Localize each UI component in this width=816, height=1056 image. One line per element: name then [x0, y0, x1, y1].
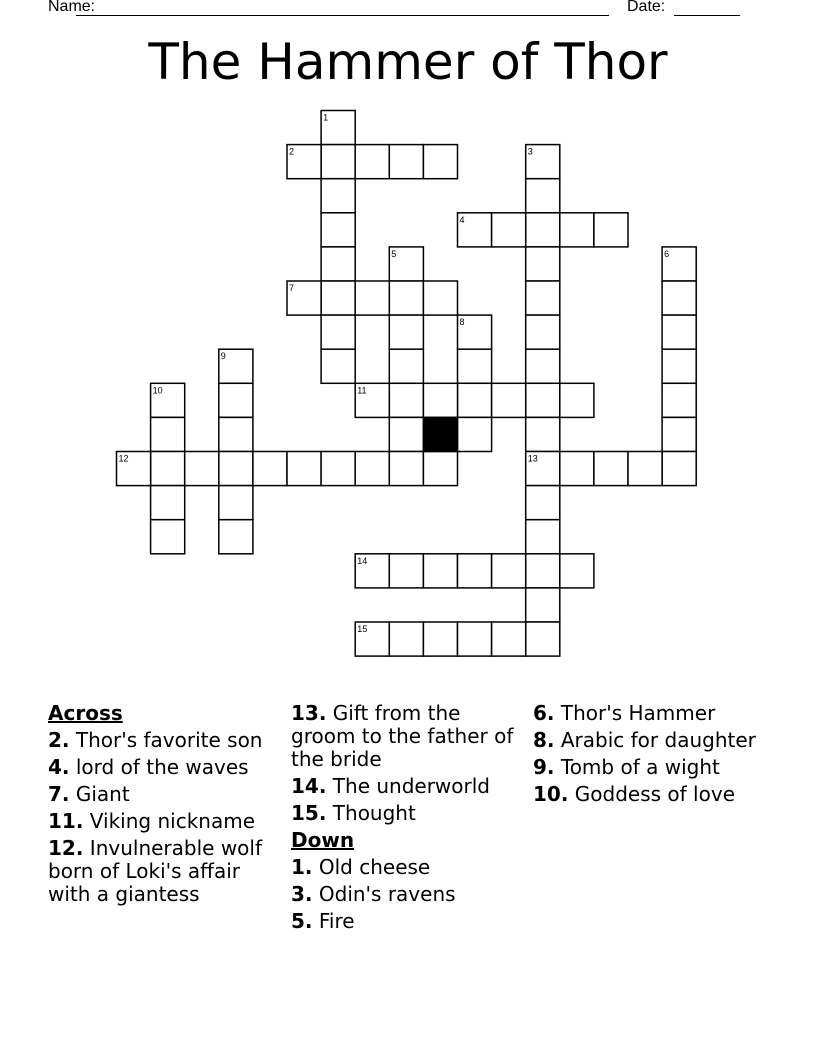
date-label: Date:	[627, 0, 666, 15]
clue-number: 12.	[48, 836, 84, 860]
clue-across-15	[291, 802, 526, 825]
clue-down-6	[533, 702, 773, 725]
grid-cell[interactable]	[526, 383, 560, 417]
grid-cell[interactable]	[389, 145, 423, 179]
cell-number: 5	[391, 248, 397, 259]
clue-text: Giant	[75, 782, 130, 806]
grid-cell[interactable]	[458, 383, 492, 417]
cell-number: 13	[527, 453, 538, 464]
clues-column-2	[291, 702, 526, 937]
grid-cell[interactable]	[355, 452, 389, 486]
grid-cell[interactable]	[458, 349, 492, 383]
grid-cell[interactable]	[526, 520, 560, 554]
clue-number: 3.	[291, 882, 313, 906]
grid-cell[interactable]	[151, 452, 185, 486]
grid-cell[interactable]	[492, 554, 526, 588]
grid-cell[interactable]	[458, 417, 492, 451]
clue-number: 14.	[291, 774, 327, 798]
grid-cell[interactable]	[389, 622, 423, 656]
clue-text: Odin's ravens	[318, 882, 456, 906]
grid-cell[interactable]	[423, 554, 457, 588]
grid-cell[interactable]	[219, 452, 253, 486]
clue-across-14	[291, 775, 526, 798]
down-heading: Down	[291, 828, 355, 852]
clue-down-9	[533, 756, 773, 779]
grid-cell[interactable]	[253, 452, 287, 486]
clue-text: lord of the waves	[75, 755, 249, 779]
clue-number: 11.	[48, 809, 84, 833]
cell-number: 6	[664, 248, 670, 259]
grid-cell[interactable]	[662, 349, 696, 383]
grid-cell[interactable]	[526, 179, 560, 213]
clue-number: 2.	[48, 728, 70, 752]
grid-cell[interactable]	[594, 452, 628, 486]
cell-number: 11	[357, 385, 367, 396]
grid-cell[interactable]	[526, 622, 560, 656]
grid-cell[interactable]	[321, 213, 355, 247]
grid-cell[interactable]	[423, 452, 457, 486]
clue-across-4	[48, 756, 283, 779]
grid-cell[interactable]	[389, 452, 423, 486]
clue-across-7	[48, 783, 283, 806]
grid-cell[interactable]	[185, 452, 219, 486]
grid-cell[interactable]	[492, 383, 526, 417]
cell-number: 12	[118, 453, 129, 464]
cell-number: 3	[527, 146, 533, 157]
grid-cell[interactable]	[321, 247, 355, 281]
grid-cell[interactable]	[526, 486, 560, 520]
clue-text: Invulnerable wolf born of Loki's affair with a giantess	[48, 836, 263, 906]
grid-cell[interactable]	[526, 588, 560, 622]
grid-cell[interactable]	[526, 213, 560, 247]
clues-column-3	[533, 702, 773, 810]
grid-cell[interactable]	[287, 452, 321, 486]
grid-cell[interactable]	[423, 383, 457, 417]
clue-down-1	[291, 856, 526, 879]
grid-cell[interactable]	[492, 622, 526, 656]
clue-text: The underworld	[332, 774, 490, 798]
grid-cell[interactable]	[321, 315, 355, 349]
clue-text: Gift from the groom to the father of the bride	[291, 701, 514, 771]
cell-number: 1	[323, 112, 329, 123]
clue-number: 9.	[533, 755, 555, 779]
grid-cell[interactable]	[219, 383, 253, 417]
grid-cell[interactable]	[423, 622, 457, 656]
cell-number: 7	[289, 283, 295, 293]
clue-number: 6.	[533, 701, 555, 725]
clue-text: Arabic for daughter	[560, 728, 756, 752]
cell-number: 15	[357, 624, 368, 634]
grid-cell[interactable]	[526, 315, 560, 349]
grid-cell[interactable]	[151, 520, 185, 554]
clue-text: Tomb of a wight	[560, 755, 720, 779]
grid-cell[interactable]	[662, 452, 696, 486]
clue-number: 15.	[291, 801, 327, 825]
grid-cell[interactable]	[526, 247, 560, 281]
grid-cell[interactable]	[321, 349, 355, 383]
clue-text: Viking nickname	[89, 809, 255, 833]
grid-cell[interactable]	[526, 349, 560, 383]
clue-text: Old cheese	[318, 855, 431, 879]
clue-number: 1.	[291, 855, 313, 879]
grid-cell[interactable]	[458, 622, 492, 656]
grid-cell[interactable]	[526, 554, 560, 588]
page-title: The Hammer of Thor	[148, 33, 668, 91]
grid-cell[interactable]	[628, 452, 662, 486]
grid-cell[interactable]	[355, 281, 389, 315]
grid-cell[interactable]	[389, 315, 423, 349]
grid-cell[interactable]	[151, 486, 185, 520]
grid-cell[interactable]	[423, 281, 457, 315]
grid-cell[interactable]	[151, 417, 185, 451]
clue-text: Thought	[332, 801, 416, 825]
cell-number: 8	[459, 317, 465, 328]
grid-cell[interactable]	[423, 145, 457, 179]
grid-cell[interactable]	[492, 213, 526, 247]
black-cell	[423, 417, 457, 451]
grid-cell[interactable]	[662, 281, 696, 315]
clue-across-12	[48, 837, 283, 906]
grid-cell[interactable]	[219, 486, 253, 520]
clue-down-8	[533, 729, 773, 752]
clue-down-3	[291, 883, 526, 906]
cell-number: 9	[220, 351, 226, 362]
clue-across-2	[48, 729, 283, 752]
grid-cell[interactable]	[219, 417, 253, 451]
clues-column-1	[48, 702, 283, 910]
grid-cell[interactable]	[662, 417, 696, 451]
grid-cell[interactable]	[321, 145, 355, 179]
grid-cell[interactable]	[389, 349, 423, 383]
clue-down-10	[533, 783, 773, 806]
grid-cell[interactable]	[219, 520, 253, 554]
cell-number: 2	[289, 146, 295, 157]
clue-number: 10.	[533, 782, 569, 806]
clue-down-5	[291, 910, 526, 933]
grid-cell[interactable]	[594, 213, 628, 247]
clue-text: Thor's Hammer	[560, 701, 716, 725]
grid-cell[interactable]	[321, 452, 355, 486]
grid-cell[interactable]	[526, 417, 560, 451]
grid-cell[interactable]	[321, 281, 355, 315]
clue-text: Thor's favorite son	[75, 728, 263, 752]
grid-cell[interactable]	[526, 281, 560, 315]
grid-cell[interactable]	[321, 179, 355, 213]
clue-across-11	[48, 810, 283, 833]
grid-cell[interactable]	[389, 281, 423, 315]
clue-number: 4.	[48, 755, 70, 779]
grid-cell[interactable]	[355, 145, 389, 179]
name-label: Name:	[48, 0, 96, 15]
grid-cell[interactable]	[389, 554, 423, 588]
clue-text: Fire	[318, 909, 355, 933]
grid-cell[interactable]	[389, 383, 423, 417]
grid-cell[interactable]	[560, 383, 594, 417]
grid-cell[interactable]	[560, 213, 594, 247]
grid-cell[interactable]	[458, 554, 492, 588]
clue-number: 8.	[533, 728, 555, 752]
cell-number: 14	[357, 555, 368, 566]
grid-cell[interactable]	[662, 383, 696, 417]
clue-number: 7.	[48, 782, 70, 806]
grid-cell[interactable]	[560, 452, 594, 486]
clue-across-13	[291, 702, 526, 771]
across-heading: Across	[48, 701, 123, 725]
cell-number: 4	[459, 214, 465, 225]
grid-cell[interactable]	[662, 315, 696, 349]
clue-number: 5.	[291, 909, 313, 933]
clue-number: 13.	[291, 701, 327, 725]
clue-text: Goddess of love	[574, 782, 735, 806]
grid-cell[interactable]	[560, 554, 594, 588]
cell-number: 10	[152, 385, 163, 396]
grid-cell[interactable]	[389, 417, 423, 451]
